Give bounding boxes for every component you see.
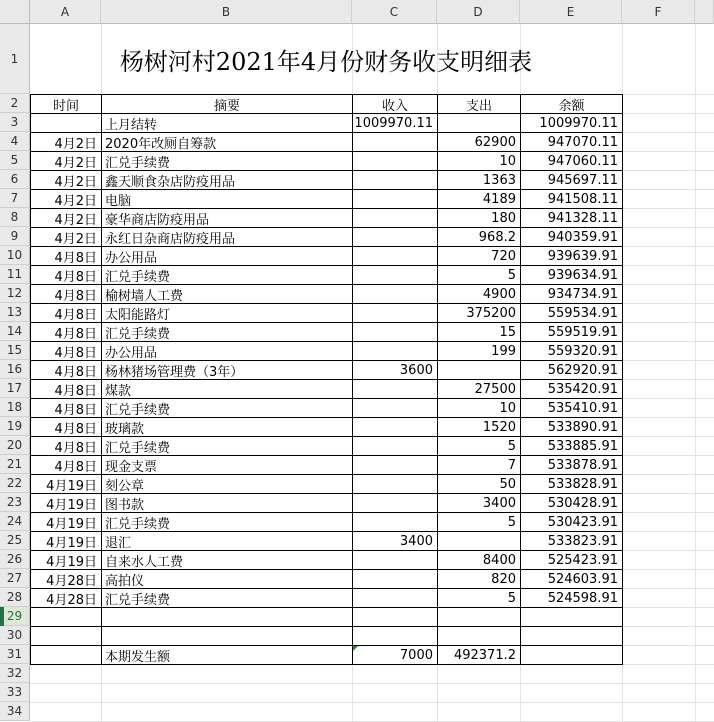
cell-date[interactable]: 4月8日 [54, 345, 97, 360]
cell-expense[interactable]: 1520 [482, 419, 516, 435]
cell-summary[interactable]: 汇兑手续费 [105, 155, 171, 170]
cell-date[interactable]: 4月2日 [54, 231, 97, 246]
cell-expense[interactable]: 1363 [482, 172, 516, 188]
cell-date[interactable]: 4月8日 [54, 326, 97, 341]
row-header[interactable]: 6 [0, 170, 30, 189]
cell-date[interactable]: 4月8日 [54, 364, 97, 379]
row-header[interactable]: 30 [0, 626, 30, 645]
row-header[interactable]: 4 [0, 132, 30, 151]
cell-expense[interactable] [438, 114, 520, 132]
cell-income[interactable] [353, 570, 437, 588]
cell-balance[interactable]: 559320.91 [547, 343, 618, 359]
row-header[interactable]: 17 [0, 379, 30, 398]
cell-date[interactable]: 4月2日 [54, 174, 97, 189]
table-border-horizontal [30, 664, 623, 665]
cell-expense[interactable] [438, 608, 520, 626]
cell-expense[interactable]: 62900 [474, 134, 516, 150]
row-header[interactable]: 10 [0, 246, 30, 265]
cell-balance[interactable]: 941328.11 [547, 210, 618, 226]
cell-summary[interactable]: 高拍仪 [105, 573, 145, 588]
cell-date[interactable]: 4月8日 [54, 307, 97, 322]
cell-income[interactable] [353, 190, 437, 208]
cell-summary[interactable]: 电脑 [105, 193, 132, 208]
cell-income[interactable] [353, 513, 437, 531]
cell-expense[interactable]: 720 [491, 248, 516, 264]
header-balance[interactable]: 余额 [558, 98, 585, 113]
cell-balance[interactable]: 559519.91 [547, 324, 618, 340]
cell-expense[interactable]: 968.2 [478, 229, 516, 245]
cell-summary[interactable]: 永红日杂商店防疫用品 [105, 231, 236, 246]
row-header[interactable]: 26 [0, 550, 30, 569]
cell-income[interactable] [353, 418, 437, 436]
cell-income[interactable]: 1009970.11 [354, 115, 433, 131]
cell-income[interactable] [353, 589, 437, 607]
cell-summary[interactable]: 办公用品 [105, 345, 158, 360]
cell-income[interactable]: 3600 [399, 362, 433, 378]
cell-expense[interactable]: 5 [507, 590, 516, 606]
cell-date[interactable]: 4月8日 [54, 383, 97, 398]
cell-date[interactable] [31, 627, 101, 645]
cell-date[interactable]: 4月2日 [54, 212, 97, 227]
column-header-filler [695, 0, 714, 24]
row-header[interactable]: 22 [0, 474, 30, 493]
row-header[interactable]: 2 [0, 94, 30, 113]
gridline-vertical [695, 24, 696, 722]
cell-summary[interactable]: 太阳能路灯 [105, 307, 171, 322]
cell-income[interactable] [353, 171, 437, 189]
row-header[interactable]: 1 [0, 24, 30, 94]
cell-balance[interactable]: 533823.91 [547, 533, 618, 549]
cell-summary[interactable]: 刻公章 [105, 478, 145, 493]
cell-expense[interactable]: 50 [499, 476, 516, 492]
cell-summary[interactable]: 煤款 [105, 383, 132, 398]
row-header[interactable]: 15 [0, 341, 30, 360]
cell-summary[interactable]: 豪华商店防疫用品 [105, 212, 210, 227]
cell-income[interactable] [353, 152, 437, 170]
cell-balance[interactable]: 945697.11 [547, 172, 618, 188]
cell-date[interactable]: 4月19日 [46, 497, 97, 512]
header-expense[interactable]: 支出 [465, 98, 492, 113]
column-header-d[interactable]: D [437, 0, 520, 24]
cell-income[interactable] [353, 285, 437, 303]
cell-income[interactable] [353, 608, 437, 626]
row-selection-marker [0, 607, 4, 626]
cell-income[interactable] [353, 209, 437, 227]
cell-summary[interactable]: 汇兑手续费 [105, 269, 171, 284]
cell-balance[interactable]: 535420.91 [547, 381, 618, 397]
cell-expense[interactable]: 10 [499, 153, 516, 169]
cell-balance[interactable]: 1009970.11 [539, 115, 618, 131]
row-header[interactable]: 3 [0, 113, 30, 132]
cell-balance[interactable]: 533878.91 [547, 457, 618, 473]
cell-summary[interactable]: 榆树墙人工费 [105, 288, 184, 303]
cell-balance[interactable]: 562920.91 [547, 362, 618, 378]
cell-summary[interactable]: 退汇 [105, 535, 132, 550]
cell-date[interactable] [31, 608, 101, 626]
cell-balance[interactable]: 939634.91 [547, 267, 618, 283]
cell-income[interactable] [353, 380, 437, 398]
cell-balance[interactable]: 533890.91 [547, 419, 618, 435]
cell-date[interactable]: 4月8日 [54, 269, 97, 284]
error-indicator-icon [353, 646, 358, 651]
cell-balance[interactable]: 530428.91 [547, 495, 618, 511]
row-header[interactable]: 21 [0, 455, 30, 474]
cell-income[interactable] [353, 304, 437, 322]
header-income[interactable]: 收入 [381, 98, 408, 113]
cell-income[interactable] [353, 342, 437, 360]
cell-summary[interactable]: 上月结转 [105, 117, 158, 132]
row-header[interactable]: 28 [0, 588, 30, 607]
row-header[interactable]: 32 [0, 664, 30, 683]
page-title: 杨树河村2021年4月份财务收支明细表 [119, 47, 533, 76]
cell-expense[interactable]: 4900 [482, 286, 516, 302]
cell-income[interactable] [353, 494, 437, 512]
cell-summary[interactable] [102, 627, 352, 645]
cell-summary[interactable]: 汇兑手续费 [105, 326, 171, 341]
header-time[interactable]: 时间 [52, 98, 79, 113]
cell-summary[interactable]: 杨林猪场管理费（3年） [105, 364, 244, 379]
cell-income[interactable] [353, 247, 437, 265]
cell-date[interactable]: 4月8日 [54, 402, 97, 417]
cell-date[interactable]: 4月8日 [54, 288, 97, 303]
column-header-f[interactable]: F [622, 0, 695, 24]
cell-summary[interactable]: 汇兑手续费 [105, 440, 171, 455]
cell-income[interactable] [353, 456, 437, 474]
cell-date[interactable] [31, 114, 101, 132]
cell-summary[interactable]: 鑫天顺食杂店防疫用品 [105, 174, 236, 189]
cell-balance[interactable] [521, 646, 622, 664]
cell-balance[interactable]: 939639.91 [547, 248, 618, 264]
cell-balance[interactable]: 524598.91 [547, 590, 618, 606]
gridline-horizontal [30, 702, 714, 703]
cell-date[interactable]: 4月2日 [54, 155, 97, 170]
row-header[interactable]: 8 [0, 208, 30, 227]
row-header[interactable]: 25 [0, 531, 30, 550]
cell-expense[interactable]: 492371.2 [453, 647, 516, 663]
cell-summary[interactable]: 办公用品 [105, 250, 158, 265]
cell-income[interactable]: 7000 [399, 647, 433, 663]
cell-balance[interactable]: 530423.91 [547, 514, 618, 530]
cell-balance[interactable]: 535410.91 [547, 400, 618, 416]
cell-expense[interactable]: 820 [491, 571, 516, 587]
cell-income[interactable] [353, 475, 437, 493]
cell-balance[interactable] [521, 608, 622, 626]
cell-date[interactable]: 4月8日 [54, 250, 97, 265]
cell-income[interactable] [353, 133, 437, 151]
row-header[interactable]: 11 [0, 265, 30, 284]
cell-date[interactable]: 4月2日 [54, 193, 97, 208]
cell-income[interactable] [353, 228, 437, 246]
cell-balance[interactable]: 533828.91 [547, 476, 618, 492]
cell-summary[interactable]: 图书款 [105, 497, 145, 512]
row-header[interactable]: 5 [0, 151, 30, 170]
cell-balance[interactable]: 940359.91 [547, 229, 618, 245]
row-header[interactable]: 9 [0, 227, 30, 246]
cell-balance[interactable]: 524603.91 [547, 571, 618, 587]
cell-balance[interactable]: 934734.91 [547, 286, 618, 302]
cell-expense[interactable]: 7 [507, 457, 516, 473]
cell-expense[interactable]: 5 [507, 514, 516, 530]
cell-income[interactable] [353, 627, 437, 645]
row-header[interactable]: 7 [0, 189, 30, 208]
cell-expense[interactable]: 180 [491, 210, 516, 226]
cell-summary[interactable]: 汇兑手续费 [105, 516, 171, 531]
cell-date[interactable]: 4月2日 [54, 136, 97, 151]
cell-date[interactable]: 4月28日 [46, 573, 97, 588]
cell-balance[interactable]: 947060.11 [547, 153, 618, 169]
row-header[interactable]: 16 [0, 360, 30, 379]
cell-date[interactable]: 4月8日 [54, 440, 97, 455]
cell-expense[interactable]: 3400 [482, 495, 516, 511]
column-header-a[interactable]: A [30, 0, 101, 24]
cell-summary[interactable]: 玻璃款 [105, 421, 145, 436]
cell-expense[interactable]: 375200 [466, 305, 516, 321]
row-header[interactable]: 33 [0, 683, 30, 702]
cell-expense[interactable] [438, 532, 520, 550]
cell-date[interactable]: 4月19日 [46, 535, 97, 550]
cell-summary[interactable]: 现金支票 [105, 459, 158, 474]
cell-expense[interactable]: 10 [499, 400, 516, 416]
row-header[interactable]: 23 [0, 493, 30, 512]
cell-balance[interactable]: 559534.91 [547, 305, 618, 321]
cell-summary[interactable]: 汇兑手续费 [105, 402, 171, 417]
row-header[interactable]: 29 [0, 607, 30, 626]
cell-expense[interactable]: 5 [507, 267, 516, 283]
cell-income[interactable] [353, 266, 437, 284]
cell-balance[interactable] [521, 627, 622, 645]
cell-balance[interactable]: 941508.11 [547, 191, 618, 207]
row-header[interactable]: 31 [0, 645, 30, 664]
row-header[interactable]: 24 [0, 512, 30, 531]
cell-income[interactable]: 3400 [399, 533, 433, 549]
cell-date[interactable]: 4月19日 [46, 554, 97, 569]
cell-balance[interactable]: 533885.91 [547, 438, 618, 454]
cell-income[interactable] [353, 399, 437, 417]
cell-income[interactable] [353, 437, 437, 455]
row-header[interactable]: 27 [0, 569, 30, 588]
row-header[interactable]: 34 [0, 702, 30, 721]
cell-date[interactable]: 4月28日 [46, 592, 97, 607]
table-border-vertical [622, 94, 623, 664]
cell-date[interactable]: 4月19日 [46, 516, 97, 531]
column-header-e[interactable]: E [520, 0, 622, 24]
cell-summary[interactable]: 自来水人工费 [105, 554, 184, 569]
cell-expense[interactable]: 4189 [482, 191, 516, 207]
cell-income[interactable] [353, 323, 437, 341]
header-summary[interactable]: 摘要 [213, 98, 240, 113]
cell-date[interactable]: 4月19日 [46, 478, 97, 493]
cell-date[interactable] [31, 646, 101, 664]
cell-expense[interactable] [438, 627, 520, 645]
cell-expense[interactable]: 27500 [474, 381, 516, 397]
cell-balance[interactable]: 525423.91 [547, 552, 618, 568]
cell-expense[interactable]: 8400 [482, 552, 516, 568]
row-header[interactable]: 19 [0, 417, 30, 436]
column-header-c[interactable]: C [352, 0, 437, 24]
cell-date[interactable]: 4月8日 [54, 421, 97, 436]
cell-summary[interactable]: 本期发生额 [105, 649, 171, 664]
row-header[interactable]: 12 [0, 284, 30, 303]
row-header[interactable]: 14 [0, 322, 30, 341]
cell-expense[interactable] [438, 361, 520, 379]
cell-income[interactable] [353, 551, 437, 569]
cell-summary[interactable]: 汇兑手续费 [105, 592, 171, 607]
cell-expense[interactable]: 5 [507, 438, 516, 454]
cell-balance[interactable]: 947070.11 [547, 134, 618, 150]
row-header[interactable]: 18 [0, 398, 30, 417]
cell-date[interactable]: 4月8日 [54, 459, 97, 474]
cell-expense[interactable]: 199 [491, 343, 516, 359]
select-all-corner[interactable] [0, 0, 30, 24]
cell-expense[interactable]: 15 [499, 324, 516, 340]
row-header[interactable]: 20 [0, 436, 30, 455]
cell-summary[interactable]: 2020年改厕自筹款 [105, 136, 217, 151]
column-header-b[interactable]: B [101, 0, 352, 24]
row-header[interactable]: 13 [0, 303, 30, 322]
cell-summary[interactable] [102, 608, 352, 626]
gridline-horizontal [30, 683, 714, 684]
